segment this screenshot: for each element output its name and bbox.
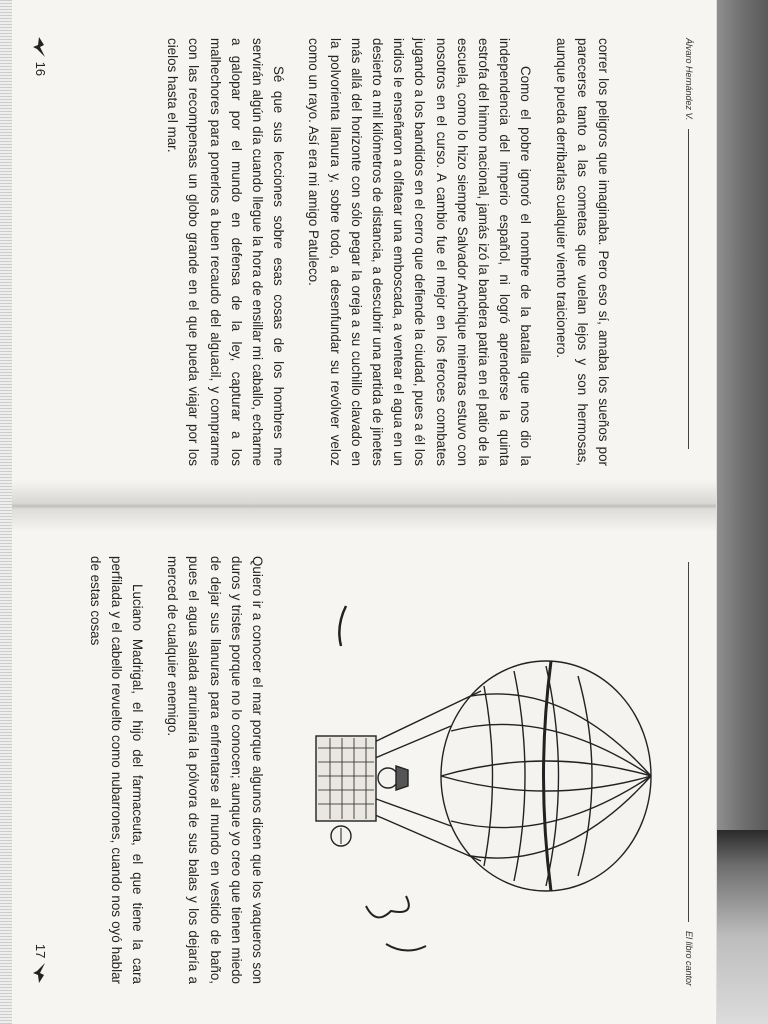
author-name: Álvaro Hernández V. bbox=[684, 38, 694, 121]
hot-air-balloon-icon bbox=[306, 566, 666, 986]
book-title: El libro cantor bbox=[684, 930, 694, 986]
right-page bbox=[0, 506, 716, 1024]
bird-ornament-icon bbox=[32, 962, 46, 984]
header-rule bbox=[688, 562, 689, 922]
left-folio bbox=[32, 36, 48, 76]
right-folio bbox=[32, 944, 48, 984]
left-running-header bbox=[684, 38, 694, 468]
balloon-illustration bbox=[306, 566, 666, 986]
paragraph: correr los peligros que imaginaba. Pero eso sí, amaba los sueños por parecerse tanto a las cometas que vuelan lejos y son hermosas, aunque pueda derribarlas cualquier viento traicionero. bbox=[553, 38, 611, 466]
book-gutter bbox=[0, 480, 716, 532]
left-page bbox=[0, 0, 716, 506]
header-rule bbox=[688, 129, 689, 449]
page-number: 17 bbox=[33, 943, 48, 959]
left-body-text bbox=[162, 38, 614, 466]
paragraph: Luciano Madrigal, el hijo del farmaceuta, el que tiene la cara perfilada y el cabello revuelto como nubarrones, cuando nos oyó hablar de estas cosas bbox=[87, 556, 145, 984]
right-running-header bbox=[684, 546, 694, 986]
page-number: 16 bbox=[33, 61, 48, 77]
paragraph: Como el pobre ignoró el nombre de la batalla que nos dio la independencia del imperio español, ni logró aprenderse la quinta estrofa del himno nacional, jamás izó la bandera patria en el patio de la escuela, como lo hizo siempre Salvador Anchique mientras estuvo con nosotros en el curso. A cambio fue el mejor en los feroces combates jugando a los bandidos en el cerro que defiende la ciudad, pues a él los indios le enseñaron a olfatear una emboscada, a ventear el agua en un desierto a mil kilómetros de distancia, a descubrir una partida de jinetes más allá del horizonte con sólo pegar la oreja a su cuchillo clavado en la polvorienta llanura y, sobre todo, a desenfundar su revólver veloz como un rayo. Así era mi amigo Patuleco. bbox=[306, 38, 534, 466]
bird-ornament-icon bbox=[32, 36, 46, 58]
paragraph: Sé que sus lecciones sobre esas cosas de los hombres me servirán algún día cuando llegue la hora de ensillar mi caballo, echarme a galopar por el mundo en defensa de la ley, capturar a los malhechores para ponerlos a buen recaudo del alguacil, y comprarme con las recompensas un globo grande en el que pueda viajar por los cielos hasta el mar. bbox=[165, 38, 287, 466]
right-body-text bbox=[84, 556, 268, 984]
page-edges bbox=[0, 0, 12, 1024]
paragraph: Quiero ir a conocer el mar porque algunos dicen que los vaqueros son duros y tristes porque no lo conocen; aunque yo creo que tienen miedo de dejar sus llanuras para enfrentarse al mundo en vestido de baño, pues el agua salada arruinaría la pólvora de sus balas y los dejaría a merced de cualquier enemigo. bbox=[165, 556, 265, 984]
